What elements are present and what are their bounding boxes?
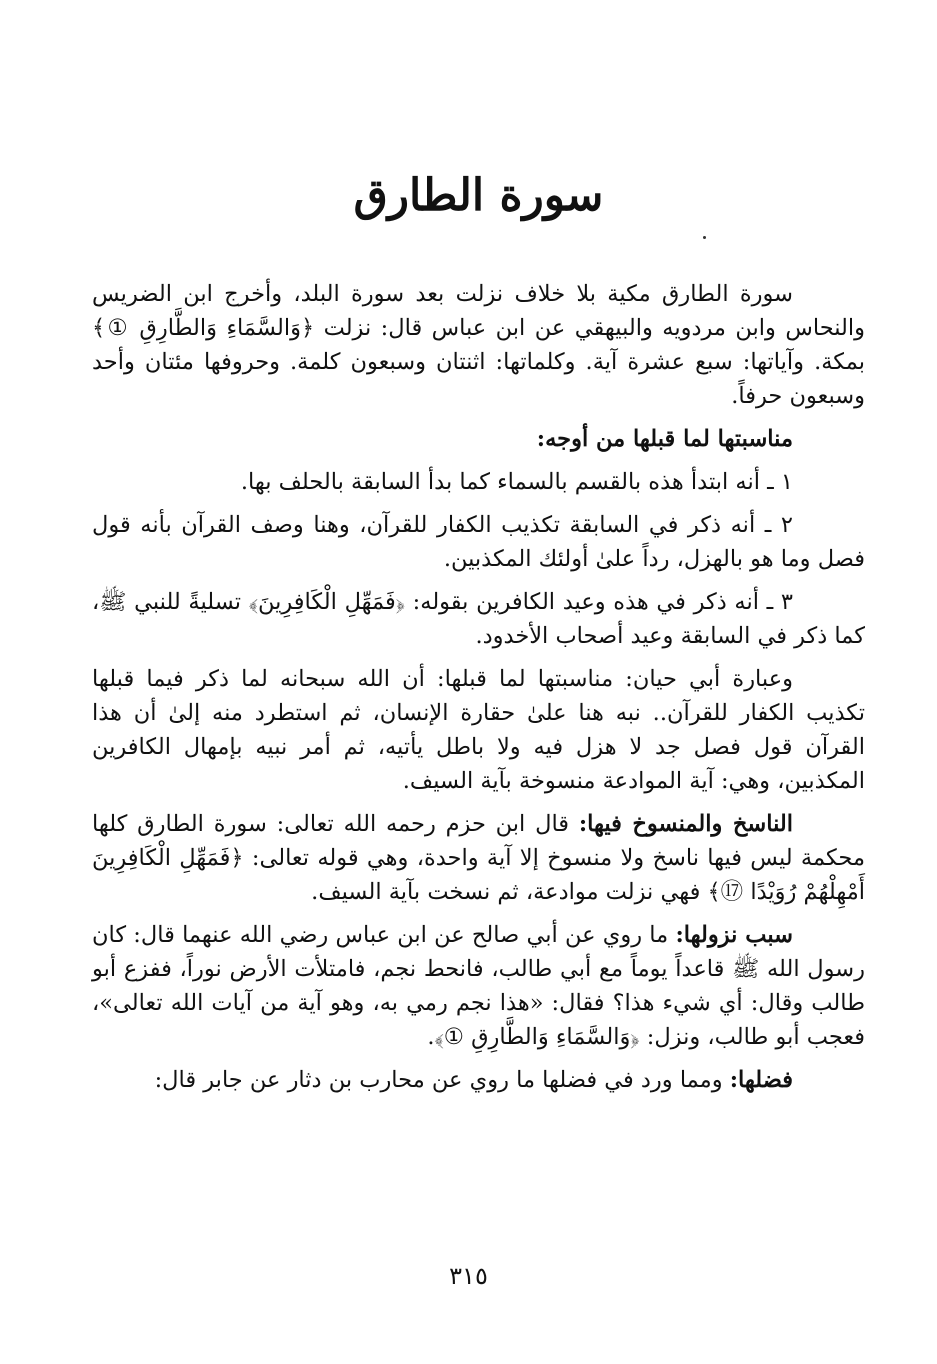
revelation-cause-paragraph: [92, 918, 865, 1054]
abu-hayyan-paragraph: وعبارة أبي حيان: مناسبتها لما قبلها: أن الله سبحانه لما ذكر فيما قبلها تكذيب الكفار للقرآن.. نبه هنا علىٰ حقارة الإنسان، ثم استطرد منه إلىٰ أن هذا القرآن قول فصل جد لا هزل فيه ولا باطل يأتيه، ثم أمر نبيه بإمهال الكافرين المكذبين، وهي: آية الموادعة منسوخة بآية السيف.: [92, 666, 865, 794]
abrogation-paragraph: [92, 807, 865, 909]
abrogation-text: قال ابن حزم رحمه الله تعالى: سورة الطارق كلها محكمة ليس فيها ناسخ ولا منسوخ إلا آية واحدة، وهي قوله تعالى: ﴿فَمَهِّلِ الْكَافِرِينَ أَمْهِلْهُمْ رُوَيْدًا ⑰﴾ فهي نزلت موادعة، ثم نسخت بآية السيف.: [92, 811, 865, 905]
abrogation-lead: الناسخ والمنسوخ فيها:: [578, 811, 793, 837]
revelation-cause-lead: سبب نزولها:: [675, 922, 794, 948]
relation-item-1: ١ ـ أنه ابتدأ هذه بالقسم بالسماء كما بدأ السابقة بالحلف بها.: [240, 469, 793, 495]
intro-paragraph: سورة الطارق مكية بلا خلاف نزلت بعد سورة البلد، وأخرج ابن الضريس والنحاس وابن مردويه والبيهقي عن ابن عباس قال: نزلت ﴿وَالسَّمَاءِ وَالطَّارِقِ ①﴾ بمكة. وآياتها: سبع عشرة آية. وكلماتها: اثنتان وسبعون كلمة. وحروفها مئتان وأحد وسبعون حرفاً.: [92, 281, 865, 409]
surah-title: سورة الطارق: [353, 170, 604, 221]
relation-item-3: ٣ ـ أنه ذكر في هذه وعيد الكافرين بقوله: ﴿فَمَهِّلِ الْكَافِرِينَ﴾ تسليةً للنبي ﷺ، كما ذكر في السابقة وعيد أصحاب الأخدود.: [92, 589, 865, 649]
revelation-cause-text: ما روي عن أبي صالح عن ابن عباس رضي الله عنهما قال: كان رسول الله ﷺ قاعداً يوماً مع أبي طالب، فانحط نجم، فامتلأت الأرض نوراً، ففزع أبو طالب وقال: أي شيء هذا؟ فقال: «هذا نجم رمي به، وهو آية من آيات الله تعالى»، فعجب أبو طالب، ونزل: ﴿وَالسَّمَاءِ وَالطَّارِقِ ①﴾.: [92, 922, 865, 1050]
virtue-paragraph: [92, 1063, 865, 1097]
relation-heading: مناسبتها لما قبلها من أوجه:: [536, 426, 793, 452]
virtue-text: ومما ورد في فضلها ما روي عن محارب بن دثار عن جابر قال:: [154, 1067, 730, 1093]
relation-item-2: ٢ ـ أنه ذكر في السابقة تكذيب الكفار للقرآن، وهنا وصف القرآن بأنه قول فصل وما هو بالهزل، رداً علىٰ أولئك المكذبين.: [92, 512, 865, 572]
document-page: [92, 150, 865, 1106]
page-number: ٣١٥: [449, 1262, 488, 1290]
virtue-lead: فضلها:: [729, 1067, 793, 1093]
